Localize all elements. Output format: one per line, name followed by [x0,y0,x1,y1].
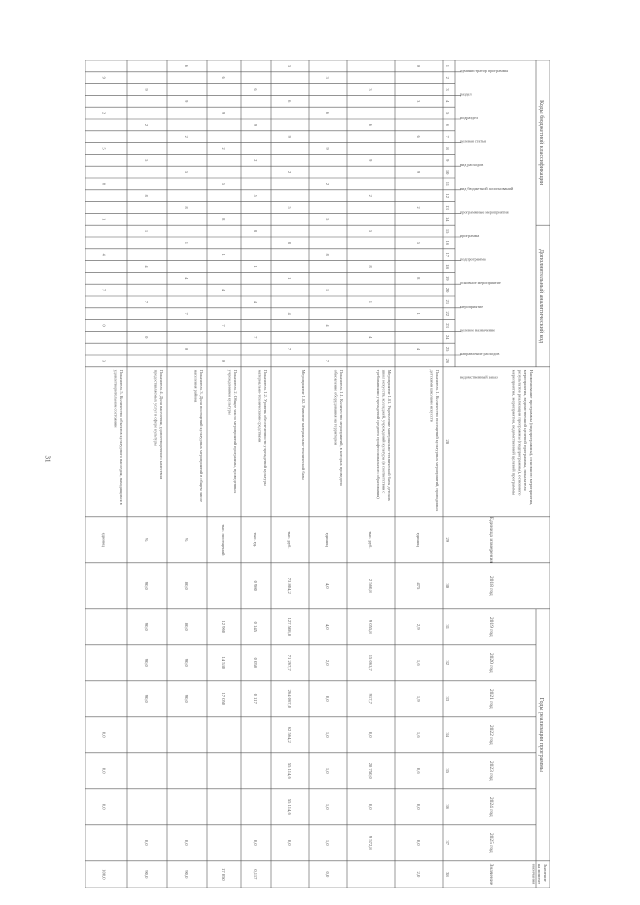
col-number: 4 [445,100,450,103]
code-digit: 9 [368,159,373,162]
year-value-4-4: 62 564,2 [287,726,292,743]
indicator-name-3: Показатель 1.1. Количество мероприятий, в которых проведенообновление оборудования на территории [333,369,344,486]
code-digit: 9 [144,88,149,91]
year-value-4-6: 55 114,6 [287,798,292,815]
code-digit: 7 [325,359,330,362]
code-digit: 1 [416,312,421,315]
final-value-7: 90,0 [184,870,189,879]
code-digit: 9 [287,135,292,138]
code-subheader-14: ведомственный заказ [460,374,498,380]
code-digit: 2 [253,159,258,162]
code-digit: 9 [416,171,421,174]
code-digit: 3 [325,76,330,79]
code-digit: 8 [368,265,373,268]
unit-cell-8: % [144,537,149,542]
indicator-name-8: Показатель 4. Доля населения, удовлетворенного качествомпредоставляемых услуг в сфере культуры [153,369,164,480]
year-value-2-5: 28 750,0 [368,762,373,779]
code-digit: 4 [221,289,226,292]
year-value-7-3: 90,0 [184,694,189,703]
col-number: 5 [445,111,450,115]
code-digit: 7 [101,289,107,292]
code-subheader-8: программа [460,233,480,238]
code-subheader-6: вид бюджетной ассигнований [460,185,514,191]
col-number: 16 [445,240,450,246]
year-value-1-1: 2,9 [416,623,421,630]
year-value-2-6: 0,0 [368,803,373,810]
code-subheader-5: вид расходов [460,162,484,168]
col-number: 3 [445,88,450,91]
unit-header: Единица измерения [488,516,494,563]
base-year-header: 2018 год [488,575,494,596]
col-number: 33 [445,696,450,702]
rotated-table [85,60,550,888]
base-value-4: 73 804,2 [287,577,292,594]
code-digit: 4 [325,324,330,327]
year-value-7-7: 0,0 [184,839,189,846]
code-digit: 2 [416,206,421,209]
code-digit: 2 [325,182,330,185]
code-digit: 5 [253,194,258,197]
code-digit: 6 [325,112,330,115]
code-digit: 3 [287,64,292,67]
col-number: 25 [445,346,450,352]
code-subheader-13: направление расходов [460,351,500,356]
code-digit: 1 [144,230,149,233]
col-number: 11 [445,181,450,187]
additional-codes-header: Дополнительный аналитический код [538,248,544,344]
unit-cell-5: тыс. ед. [253,532,258,548]
year-value-4-3: 264 067,0 [287,689,292,708]
year-value-6-1: 12 960 [221,620,226,634]
year-value-5-2: 0 058 [253,657,258,668]
indicator-header: Наименование программы (подпрограммы), основного мероприятия,мероприятия, ведомственной целевой программы, показателярезультатов реализации программы (подпрограммы), основногомероприятия, мероприятия, ведомственной целевой программы [511,369,534,506]
code-digit: 5 [416,241,421,244]
indicator-name-4: Мероприятие 1.02. Развитие материально-технической базы [301,369,306,481]
base-value-5: 0 980 [253,580,258,591]
col-number: 10 [445,169,450,175]
code-digit: 4 [144,265,149,268]
year-value-5-1: 0 145 [253,621,258,632]
code-digit: 9 [325,147,330,150]
base-value-2: 2 560,8 [368,578,373,593]
code-subheader-3: подраздел [460,115,478,120]
code-subheader-1: администратор программы [460,67,509,73]
code-digit: 2 [144,123,149,126]
col-number: 18 [445,264,450,269]
final-value-9: 100,0 [101,869,107,880]
unit-cell-7: % [184,537,189,542]
program-indicators-table [85,60,550,888]
year-value-3-6: 1,0 [325,803,330,810]
code-digit: 2 [221,147,226,150]
col-number: 29 [445,537,450,543]
code-digit: 6 [416,135,421,138]
code-digit: 6 [184,64,189,67]
year-value-3-2: 2,0 [325,659,330,666]
col-number: 36 [445,804,450,810]
col-number: 1 [445,64,450,68]
code-digit: 5 [287,206,292,209]
code-digit: 1 [325,289,330,292]
year-value-8-7: 0,0 [144,839,149,846]
code-digit: 5 [368,230,373,233]
year-value-3-5: 1,0 [325,767,330,774]
final-value-8: 90,0 [144,870,149,879]
code-digit: 3 [368,88,373,91]
year-value-1-5: 0,6 [416,767,421,774]
year-value-8-1: 90,0 [144,622,149,631]
year-value-6-3: 17 050 [221,692,226,706]
year-value-5-7: 0,0 [253,839,258,846]
final-value-header: Значениена моментокончания [531,863,548,885]
code-digit: 0 [101,324,107,327]
year-value-8-2: 90,0 [144,658,149,667]
code-digit: 9 [253,123,258,126]
code-digit: 0 [184,348,189,351]
unit-cell-3: единиц [325,532,330,547]
base-value-3: 4,0 [325,582,330,589]
year-value-3-1: 4,0 [325,623,330,630]
year-value-1-6: 0,0 [416,803,421,810]
code-digit: 3 [101,359,107,362]
code-digit: 0 [221,359,226,362]
final-value-subheader: Значение [488,863,494,886]
col-number: 9 [445,159,450,162]
col-number: 37 [445,840,450,846]
indicator-name-6: Показатель 2. Общее число мероприятий программы, проведенныхучреждениями культуры [227,369,238,494]
code-subheader-12: целевое назначение [460,327,496,333]
year-header-1: 2019 год [488,616,494,637]
col-number: 38 [445,872,450,877]
col-number: 13 [445,205,450,210]
year-value-9-4: 0,0 [101,731,107,738]
code-digit: 5 [221,182,226,185]
col-number: 8 [445,147,450,150]
col-number: 15 [445,228,450,234]
col-number: 2 [445,76,450,79]
col-number: 7 [445,135,450,138]
code-subheader-11: мероприятие [460,303,484,309]
col-number: 26 [445,358,450,364]
code-digit: 4 [287,312,292,315]
unit-cell-1: единиц [416,532,421,547]
col-number: 24 [445,335,450,340]
unit-cell-4: тыс. руб. [287,531,292,549]
col-number: 35 [445,768,450,774]
col-number: 23 [445,323,450,328]
code-digit: 7 [221,324,226,327]
year-header-5: 2023 год [488,760,494,781]
col-number: 6 [445,123,450,127]
code-digit: 6 [368,123,373,126]
year-value-4-2: 71 267,7 [287,654,292,671]
code-digit: 8 [184,206,189,209]
indicator-name-2: Мероприятие 1.01. Укрепление материально-технической базы детскихшкол искусств, колледжей, учреждений культуры (в соответствии стребованиями учреждений среднего профессионального образования) [376,369,392,501]
code-digit: 1 [287,277,292,280]
col-number: 30 [445,583,450,589]
budget-codes-header: Коды бюджетной классификации [538,100,544,186]
year-value-7-1: 80,0 [184,622,189,631]
col-number: 31 [445,624,450,630]
code-digit: 4 [184,277,189,280]
code-digit: 5 [101,147,107,150]
base-value-1: 475 [416,582,421,590]
col-number: 34 [445,732,450,738]
year-value-1-4: 1,6 [416,731,421,738]
code-digit: 7 [287,348,292,351]
code-subheader-10: основное мероприятие [460,280,501,286]
code-digit: 9 [184,100,189,103]
code-digit: 9 [101,76,107,79]
year-value-4-1: 127 508,8 [287,617,292,636]
year-value-2-3: 917,7 [368,693,373,704]
year-value-8-3: 90,0 [144,694,149,703]
col-number: 28 [445,439,450,445]
code-digit: 3 [416,100,421,103]
year-value-3-3: 0,0 [325,695,330,702]
code-digit: 4 [416,348,421,351]
year-header-4: 2022 год [488,724,494,745]
year-value-4-7: 0,0 [287,839,292,846]
code-digit: 8 [221,218,226,221]
code-digit: 7 [144,300,149,303]
year-value-5-3: 0 117 [253,693,258,704]
unit-cell-2: тыс. руб. [368,531,373,549]
code-digit: 8 [101,182,107,185]
year-value-2-7: 9 572,8 [368,835,373,850]
code-digit: 2 [101,112,107,115]
col-number: 19 [445,276,450,281]
indicator-name-7: Показатель 3. Доля посещений культурных мероприятий в общем численаселения района [193,369,204,503]
year-value-3-7: 1,0 [325,839,330,846]
code-digit: 9 [221,112,226,115]
code-digit: 1 [368,300,373,303]
code-subheader-9: подпрограмма [460,256,486,262]
code-digit: 7 [253,336,258,339]
code-digit: 2 [368,194,373,197]
table-body [85,60,550,888]
code-digit: 8 [144,194,149,197]
year-value-1-3: 1,9 [416,695,421,702]
final-value-3: 0,0 [325,871,330,878]
years-group-header: Годы реализации программы [538,697,544,772]
year-header-2: 2020 год [488,652,494,673]
code-digit: 2 [287,171,292,174]
code-subheader-7: программные мероприятия [460,209,509,215]
year-value-1-2: 1,6 [416,659,421,666]
indicator-name-9: Показатель 5. Количество объектов культурного наследия, находящихся вудовлетворительном состоянии [113,369,124,505]
col-number: 20 [445,287,450,293]
year-header-6: 2024 год [488,796,494,817]
code-digit: 1 [184,241,189,244]
code-digit: 7 [184,312,189,315]
code-digit: 4 [253,300,258,303]
col-number: 17 [445,252,450,257]
code-digit: 8 [325,253,330,256]
col-number: 32 [445,660,450,666]
col-number: 12 [445,193,450,198]
year-value-7-2: 90,0 [184,658,189,667]
page-number: 31 [43,455,52,463]
year-header-3: 2021 год [488,688,494,709]
code-digit: 5 [184,171,189,174]
year-value-9-5: 0,0 [101,767,107,774]
code-digit: 1 [221,253,226,256]
code-digit: 6 [287,100,292,103]
final-value-6: 17 050 [221,868,226,881]
code-digit: 6 [221,76,226,79]
year-value-1-7: 0,0 [416,839,421,846]
year-header-7: 2025 год [488,832,494,853]
code-digit: 1 [253,265,258,268]
year-value-9-6: 0,0 [101,803,107,810]
year-value-3-4: 1,0 [325,731,330,738]
code-digit: 8 [287,241,292,244]
base-value-7: 80,0 [184,581,189,590]
unit-cell-6: тыс. посещений [221,524,226,556]
code-subheader-4: целевая статья [460,138,486,144]
code-digit: 8 [253,230,258,233]
year-value-2-4: 0,0 [368,731,373,738]
code-digit: 4 [101,253,107,256]
code-digit: 8 [416,277,421,280]
year-value-4-5: 55 114,6 [287,762,292,779]
final-value-1: 2,0 [416,871,421,878]
code-digit: 0 [144,336,149,339]
code-digit: 4 [368,336,373,339]
code-subheader-2: раздел [460,91,472,97]
indicator-name-1: Показатель 1. Количество посещений культурных мероприятий, проводимыхдетскими школами искусств [429,369,440,512]
code-digit: 1 [101,218,107,221]
unit-cell-9: единиц [101,532,107,547]
col-number: 14 [445,217,450,222]
year-value-6-2: 14 530 [221,656,226,670]
base-value-8: 90,0 [144,581,149,590]
code-digit: 5 [144,159,149,162]
col-number: 21 [445,299,450,305]
col-number: 22 [445,311,450,316]
code-digit: 5 [325,218,330,221]
code-digit: 0 [416,64,421,67]
code-digit: 2 [184,135,189,138]
code-digit: 6 [253,88,258,91]
year-value-2-2: 15 063,7 [368,654,373,671]
year-value-2-1: 9 055,8 [368,619,373,634]
indicator-name-5: Показатель 1.2. Уровень обеспеченности учреждений культурыматериально-техническими средствами [257,369,268,486]
final-value-5: 0,117 [253,869,258,880]
